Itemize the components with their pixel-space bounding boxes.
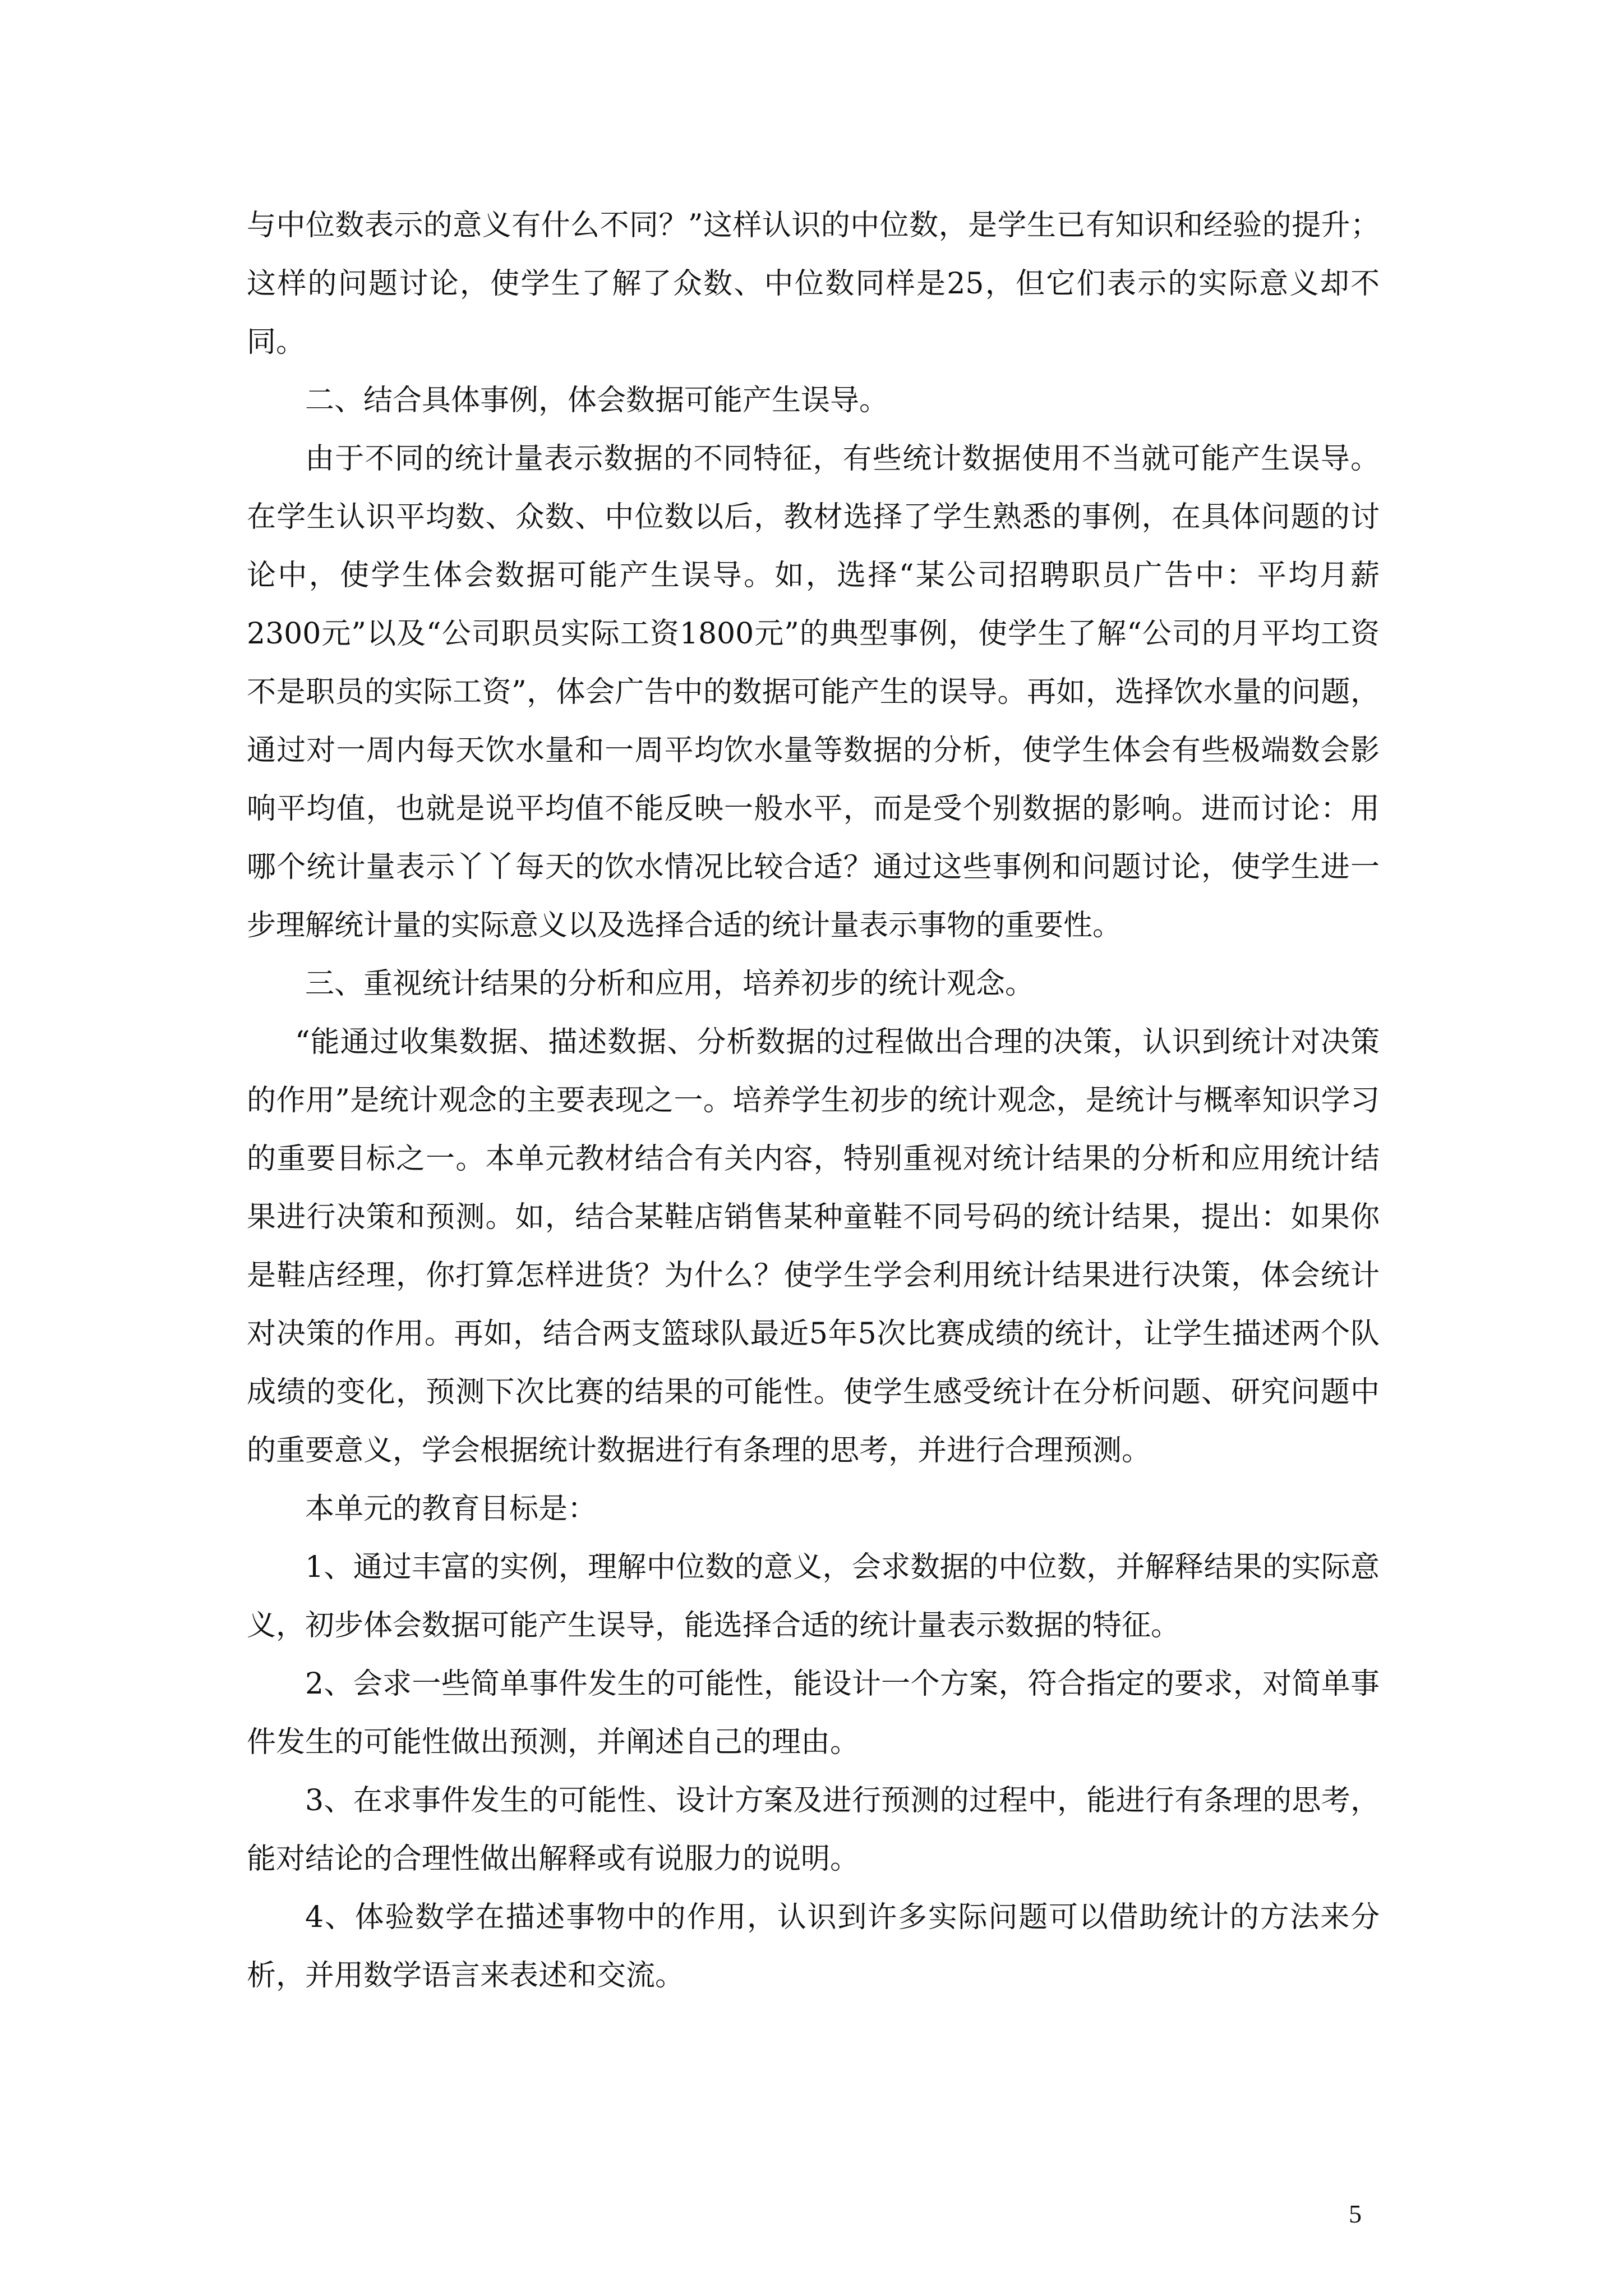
goal-item-3: 3、在求事件发生的可能性、设计方案及进行预测的过程中，能进行有条理的思考，能对结论的合理性做出解释或有说服力的说明。 bbox=[247, 1784, 1380, 1876]
goal-item-1: 1、通过丰富的实例，理解中位数的意义，会求数据的中位数，并解释结果的实际意义，初步体会数据可能产生误导，能选择合适的统计量表示数据的特征。 bbox=[247, 1550, 1380, 1642]
paragraph-statistical-concept: “能通过收集数据、描述数据、分析数据的过程做出合理的决策，认识到统计对决策的作用”是统计观念的主要表现之一。培养学生初步的统计观念，是统计与概率知识学习的重要目标之一。本单元教材结合有关内容，特别重视对统计结果的分析和应用统计结果进行决策和预测。如，结合某鞋店销售某种童鞋不同号码的统计结果，提出：如果你是鞋店经理，你打算怎样进货？为什么？使学生学会利用统计结果进行决策，体会统计对决策的作用。再如，结合两支篮球队最近5年5次比赛成绩的统计，让学生描述两个队成绩的变化，预测下次比赛的结果的可能性。使学生感受统计在分析问题、研究问题中的重要意义，学会根据统计数据进行有条理的思考，并进行合理预测。 bbox=[247, 1025, 1380, 1467]
document-body bbox=[247, 196, 1380, 2005]
goal-item-2: 2、会求一些简单事件发生的可能性，能设计一个方案，符合指定的要求，对简单事件发生的可能性做出预测，并阐述自己的理由。 bbox=[247, 1667, 1380, 1759]
section-heading-three: 三、重视统计结果的分析和应用，培养初步的统计观念。 bbox=[305, 967, 1035, 1001]
goal-item-4: 4、体验数学在描述事物中的作用，认识到许多实际问题可以借助统计的方法来分析，并用数学语言来表述和交流。 bbox=[247, 1901, 1380, 1993]
section-heading-two: 二、结合具体事例，体会数据可能产生误导。 bbox=[305, 384, 889, 417]
page-number: 5 bbox=[1349, 2200, 1362, 2228]
goals-intro: 本单元的教育目标是： bbox=[305, 1492, 597, 1526]
paragraph-misleading-data: 由于不同的统计量表示数据的不同特征，有些统计数据使用不当就可能产生误导。在学生认识平均数、众数、中位数以后，教材选择了学生熟悉的事例，在具体问题的讨论中，使学生体会数据可能产生误导。如，选择“某公司招聘职员广告中：平均月薪2300元”以及“公司职员实际工资1800元”的典型事例，使学生了解“公司的月平均工资不是职员的实际工资”，体会广告中的数据可能产生的误导。再如，选择饮水量的问题，通过对一周内每天饮水量和一周平均饮水量等数据的分析，使学生体会有些极端数会影响平均值，也就是说平均值不能反映一般水平，而是受个别数据的影响。进而讨论：用哪个统计量表示丫丫每天的饮水情况比较合适？通过这些事例和问题讨论，使学生进一步理解统计量的实际意义以及选择合适的统计量表示事物的重要性。 bbox=[247, 442, 1380, 942]
paragraph-continuation: 与中位数表示的意义有什么不同？”这样认识的中位数，是学生已有知识和经验的提升；这样的问题讨论，使学生了解了众数、中位数同样是25，但它们表示的实际意义却不同。 bbox=[247, 209, 1380, 359]
